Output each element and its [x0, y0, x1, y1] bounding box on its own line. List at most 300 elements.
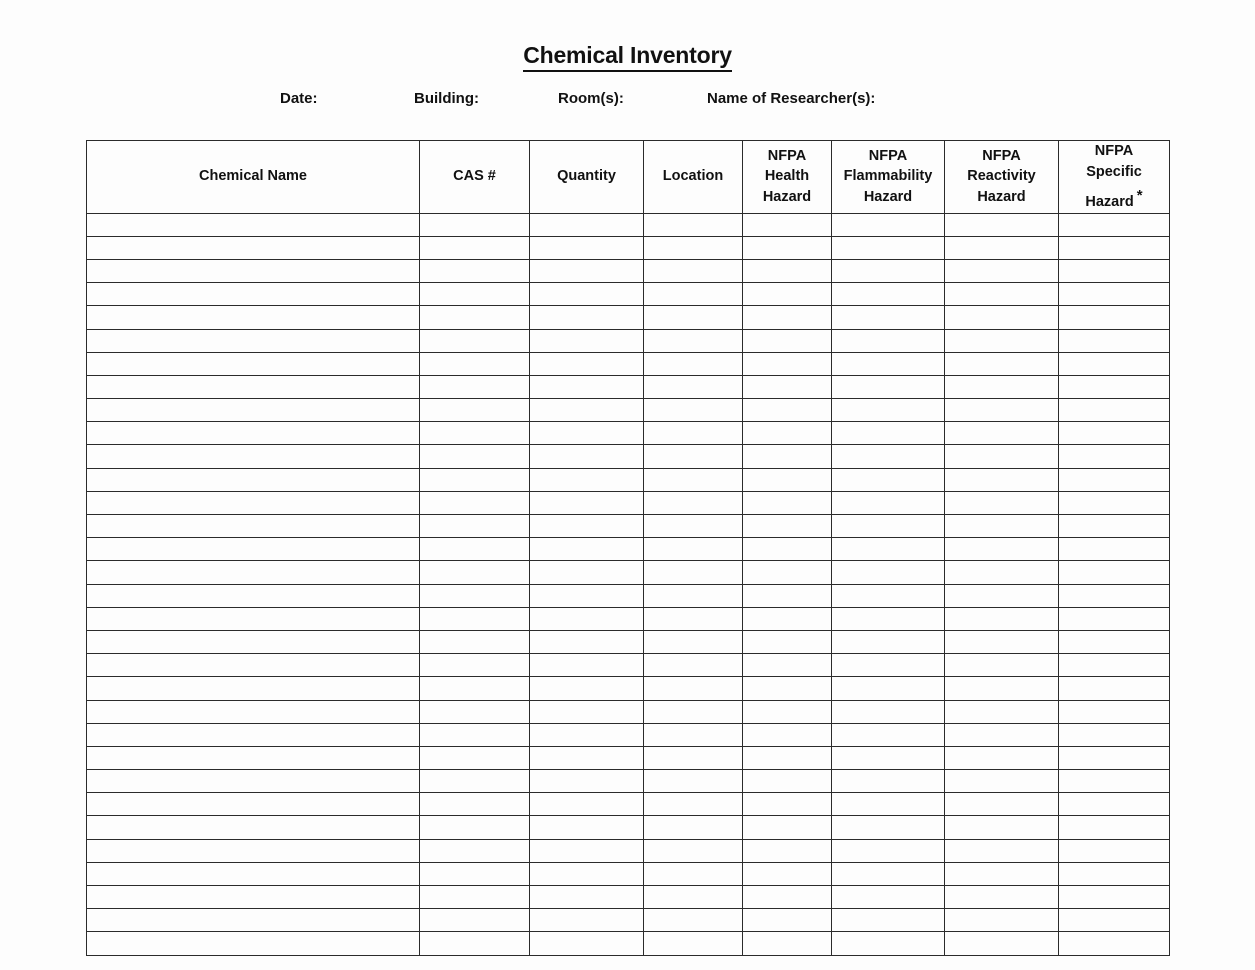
table-cell-location[interactable]	[644, 352, 743, 375]
table-cell-location[interactable]	[644, 700, 743, 723]
table-cell-nfpa-specific[interactable]	[1059, 283, 1170, 306]
table-cell-cas-number[interactable]	[420, 886, 530, 909]
table-cell-cas-number[interactable]	[420, 723, 530, 746]
table-cell-quantity[interactable]	[530, 607, 644, 630]
table-cell-chemical-name[interactable]	[87, 352, 420, 375]
table-cell-nfpa-reactivity[interactable]	[945, 259, 1059, 282]
table-cell-nfpa-reactivity[interactable]	[945, 306, 1059, 329]
table-cell-nfpa-flammability[interactable]	[832, 236, 945, 259]
table-cell-nfpa-flammability[interactable]	[832, 329, 945, 352]
table-cell-quantity[interactable]	[530, 793, 644, 816]
table-cell-nfpa-health[interactable]	[743, 399, 832, 422]
table-cell-nfpa-flammability[interactable]	[832, 654, 945, 677]
table-cell-nfpa-flammability[interactable]	[832, 700, 945, 723]
table-row[interactable]	[87, 839, 1170, 862]
table-cell-cas-number[interactable]	[420, 862, 530, 885]
table-cell-nfpa-health[interactable]	[743, 422, 832, 445]
table-cell-nfpa-reactivity[interactable]	[945, 630, 1059, 653]
table-cell-nfpa-health[interactable]	[743, 538, 832, 561]
table-cell-cas-number[interactable]	[420, 909, 530, 932]
table-cell-chemical-name[interactable]	[87, 700, 420, 723]
table-cell-chemical-name[interactable]	[87, 538, 420, 561]
table-cell-nfpa-specific[interactable]	[1059, 654, 1170, 677]
table-cell-nfpa-flammability[interactable]	[832, 399, 945, 422]
table-cell-nfpa-specific[interactable]	[1059, 468, 1170, 491]
table-cell-nfpa-flammability[interactable]	[832, 491, 945, 514]
table-cell-nfpa-reactivity[interactable]	[945, 607, 1059, 630]
table-cell-nfpa-flammability[interactable]	[832, 515, 945, 538]
table-row[interactable]	[87, 700, 1170, 723]
table-cell-nfpa-reactivity[interactable]	[945, 677, 1059, 700]
table-row[interactable]	[87, 236, 1170, 259]
table-cell-cas-number[interactable]	[420, 816, 530, 839]
table-cell-nfpa-flammability[interactable]	[832, 677, 945, 700]
table-cell-nfpa-reactivity[interactable]	[945, 561, 1059, 584]
table-cell-quantity[interactable]	[530, 909, 644, 932]
table-cell-nfpa-health[interactable]	[743, 515, 832, 538]
table-cell-nfpa-specific[interactable]	[1059, 445, 1170, 468]
table-cell-nfpa-specific[interactable]	[1059, 746, 1170, 769]
table-cell-nfpa-flammability[interactable]	[832, 445, 945, 468]
table-cell-quantity[interactable]	[530, 700, 644, 723]
table-cell-nfpa-health[interactable]	[743, 677, 832, 700]
table-cell-chemical-name[interactable]	[87, 723, 420, 746]
table-cell-cas-number[interactable]	[420, 607, 530, 630]
table-cell-nfpa-specific[interactable]	[1059, 375, 1170, 398]
table-cell-chemical-name[interactable]	[87, 746, 420, 769]
table-row[interactable]	[87, 375, 1170, 398]
table-cell-cas-number[interactable]	[420, 468, 530, 491]
table-cell-cas-number[interactable]	[420, 630, 530, 653]
table-cell-cas-number[interactable]	[420, 491, 530, 514]
table-cell-nfpa-flammability[interactable]	[832, 283, 945, 306]
table-cell-nfpa-flammability[interactable]	[832, 770, 945, 793]
date-label: Date:	[280, 90, 318, 107]
page-title	[0, 42, 1255, 69]
table-cell-quantity[interactable]	[530, 932, 644, 955]
table-cell-nfpa-reactivity[interactable]	[945, 445, 1059, 468]
table-cell-cas-number[interactable]	[420, 561, 530, 584]
table-cell-cas-number[interactable]	[420, 770, 530, 793]
table-row[interactable]	[87, 538, 1170, 561]
table-row[interactable]	[87, 259, 1170, 282]
table-cell-nfpa-specific[interactable]	[1059, 909, 1170, 932]
table-cell-nfpa-health[interactable]	[743, 236, 832, 259]
table-cell-nfpa-health[interactable]	[743, 561, 832, 584]
table-row[interactable]	[87, 932, 1170, 955]
table-cell-nfpa-health[interactable]	[743, 445, 832, 468]
table-cell-location[interactable]	[644, 746, 743, 769]
table-cell-nfpa-health[interactable]	[743, 607, 832, 630]
table-cell-chemical-name[interactable]	[87, 630, 420, 653]
table-cell-location[interactable]	[644, 375, 743, 398]
table-cell-nfpa-specific[interactable]	[1059, 723, 1170, 746]
table-cell-cas-number[interactable]	[420, 375, 530, 398]
table-cell-location[interactable]	[644, 909, 743, 932]
table-cell-nfpa-reactivity[interactable]	[945, 700, 1059, 723]
table-cell-chemical-name[interactable]	[87, 468, 420, 491]
table-cell-quantity[interactable]	[530, 259, 644, 282]
table-cell-quantity[interactable]	[530, 213, 644, 236]
table-cell-chemical-name[interactable]	[87, 770, 420, 793]
table-cell-nfpa-flammability[interactable]	[832, 723, 945, 746]
table-cell-nfpa-health[interactable]	[743, 862, 832, 885]
table-cell-chemical-name[interactable]	[87, 515, 420, 538]
table-cell-nfpa-reactivity[interactable]	[945, 422, 1059, 445]
table-cell-cas-number[interactable]	[420, 839, 530, 862]
table-cell-quantity[interactable]	[530, 306, 644, 329]
table-cell-nfpa-flammability[interactable]	[832, 584, 945, 607]
table-cell-quantity[interactable]	[530, 283, 644, 306]
table-cell-nfpa-specific[interactable]	[1059, 236, 1170, 259]
table-cell-nfpa-specific[interactable]	[1059, 213, 1170, 236]
table-cell-nfpa-specific[interactable]	[1059, 491, 1170, 514]
table-row[interactable]	[87, 862, 1170, 885]
table-row[interactable]	[87, 306, 1170, 329]
table-cell-quantity[interactable]	[530, 422, 644, 445]
table-cell-nfpa-health[interactable]	[743, 213, 832, 236]
table-cell-nfpa-specific[interactable]	[1059, 306, 1170, 329]
inventory-table-wrapper	[86, 140, 1169, 956]
table-cell-nfpa-specific[interactable]	[1059, 862, 1170, 885]
table-cell-nfpa-reactivity[interactable]	[945, 793, 1059, 816]
table-cell-cas-number[interactable]	[420, 793, 530, 816]
table-cell-nfpa-health[interactable]	[743, 932, 832, 955]
table-cell-quantity[interactable]	[530, 236, 644, 259]
table-cell-nfpa-health[interactable]	[743, 886, 832, 909]
table-cell-cas-number[interactable]	[420, 515, 530, 538]
table-cell-location[interactable]	[644, 677, 743, 700]
table-cell-nfpa-reactivity[interactable]	[945, 932, 1059, 955]
table-cell-location[interactable]	[644, 886, 743, 909]
table-cell-nfpa-specific[interactable]	[1059, 399, 1170, 422]
table-cell-location[interactable]	[644, 862, 743, 885]
table-cell-quantity[interactable]	[530, 839, 644, 862]
table-row[interactable]	[87, 723, 1170, 746]
table-row[interactable]	[87, 746, 1170, 769]
table-cell-chemical-name[interactable]	[87, 306, 420, 329]
table-cell-nfpa-specific[interactable]	[1059, 839, 1170, 862]
table-cell-nfpa-specific[interactable]	[1059, 630, 1170, 653]
table-row[interactable]	[87, 515, 1170, 538]
table-cell-nfpa-reactivity[interactable]	[945, 213, 1059, 236]
table-cell-location[interactable]	[644, 515, 743, 538]
table-cell-nfpa-flammability[interactable]	[832, 746, 945, 769]
column-header-quantity	[530, 141, 644, 214]
table-cell-location[interactable]	[644, 491, 743, 514]
table-cell-chemical-name[interactable]	[87, 375, 420, 398]
table-cell-chemical-name[interactable]	[87, 909, 420, 932]
table-cell-quantity[interactable]	[530, 584, 644, 607]
table-cell-chemical-name[interactable]	[87, 236, 420, 259]
table-cell-quantity[interactable]	[530, 630, 644, 653]
table-row[interactable]	[87, 654, 1170, 677]
table-cell-quantity[interactable]	[530, 770, 644, 793]
table-cell-nfpa-flammability[interactable]	[832, 607, 945, 630]
table-row[interactable]	[87, 816, 1170, 839]
table-cell-nfpa-health[interactable]	[743, 283, 832, 306]
table-cell-cas-number[interactable]	[420, 236, 530, 259]
table-cell-cas-number[interactable]	[420, 700, 530, 723]
table-cell-chemical-name[interactable]	[87, 283, 420, 306]
table-cell-quantity[interactable]	[530, 445, 644, 468]
table-cell-cas-number[interactable]	[420, 677, 530, 700]
table-cell-quantity[interactable]	[530, 491, 644, 514]
table-cell-nfpa-reactivity[interactable]	[945, 515, 1059, 538]
table-cell-nfpa-specific[interactable]	[1059, 352, 1170, 375]
table-cell-quantity[interactable]	[530, 538, 644, 561]
table-cell-nfpa-health[interactable]	[743, 839, 832, 862]
table-cell-nfpa-health[interactable]	[743, 491, 832, 514]
table-cell-nfpa-health[interactable]	[743, 746, 832, 769]
table-cell-chemical-name[interactable]	[87, 491, 420, 514]
table-cell-nfpa-reactivity[interactable]	[945, 538, 1059, 561]
table-cell-nfpa-flammability[interactable]	[832, 630, 945, 653]
table-cell-nfpa-health[interactable]	[743, 259, 832, 282]
table-cell-nfpa-reactivity[interactable]	[945, 839, 1059, 862]
table-row[interactable]	[87, 468, 1170, 491]
table-cell-location[interactable]	[644, 236, 743, 259]
table-cell-chemical-name[interactable]	[87, 793, 420, 816]
table-cell-chemical-name[interactable]	[87, 259, 420, 282]
table-cell-chemical-name[interactable]	[87, 932, 420, 955]
table-cell-nfpa-reactivity[interactable]	[945, 468, 1059, 491]
table-cell-nfpa-specific[interactable]	[1059, 422, 1170, 445]
table-cell-chemical-name[interactable]	[87, 445, 420, 468]
table-cell-nfpa-flammability[interactable]	[832, 932, 945, 955]
table-cell-location[interactable]	[644, 654, 743, 677]
table-cell-quantity[interactable]	[530, 561, 644, 584]
table-cell-nfpa-health[interactable]	[743, 770, 832, 793]
table-cell-nfpa-reactivity[interactable]	[945, 862, 1059, 885]
table-cell-nfpa-specific[interactable]	[1059, 932, 1170, 955]
table-cell-nfpa-flammability[interactable]	[832, 816, 945, 839]
table-cell-nfpa-reactivity[interactable]	[945, 399, 1059, 422]
table-cell-location[interactable]	[644, 213, 743, 236]
table-cell-nfpa-health[interactable]	[743, 584, 832, 607]
table-cell-nfpa-health[interactable]	[743, 723, 832, 746]
table-cell-quantity[interactable]	[530, 375, 644, 398]
table-cell-cas-number[interactable]	[420, 259, 530, 282]
table-cell-nfpa-health[interactable]	[743, 352, 832, 375]
table-cell-quantity[interactable]	[530, 816, 644, 839]
table-row[interactable]	[87, 399, 1170, 422]
table-cell-nfpa-health[interactable]	[743, 793, 832, 816]
table-cell-cas-number[interactable]	[420, 399, 530, 422]
table-cell-nfpa-health[interactable]	[743, 329, 832, 352]
table-cell-nfpa-reactivity[interactable]	[945, 770, 1059, 793]
table-cell-quantity[interactable]	[530, 329, 644, 352]
table-cell-nfpa-health[interactable]	[743, 700, 832, 723]
table-row[interactable]	[87, 584, 1170, 607]
table-cell-nfpa-specific[interactable]	[1059, 584, 1170, 607]
table-cell-nfpa-flammability[interactable]	[832, 886, 945, 909]
table-cell-cas-number[interactable]	[420, 746, 530, 769]
table-cell-location[interactable]	[644, 306, 743, 329]
table-cell-nfpa-reactivity[interactable]	[945, 236, 1059, 259]
table-row[interactable]	[87, 329, 1170, 352]
table-cell-chemical-name[interactable]	[87, 654, 420, 677]
table-cell-location[interactable]	[644, 793, 743, 816]
table-cell-location[interactable]	[644, 561, 743, 584]
table-cell-chemical-name[interactable]	[87, 862, 420, 885]
table-cell-cas-number[interactable]	[420, 538, 530, 561]
table-cell-nfpa-specific[interactable]	[1059, 700, 1170, 723]
table-cell-nfpa-flammability[interactable]	[832, 306, 945, 329]
table-cell-nfpa-reactivity[interactable]	[945, 584, 1059, 607]
table-row[interactable]	[87, 886, 1170, 909]
table-cell-nfpa-health[interactable]	[743, 630, 832, 653]
table-cell-quantity[interactable]	[530, 677, 644, 700]
table-cell-location[interactable]	[644, 468, 743, 491]
table-cell-cas-number[interactable]	[420, 445, 530, 468]
table-row[interactable]	[87, 677, 1170, 700]
table-cell-chemical-name[interactable]	[87, 816, 420, 839]
table-cell-nfpa-reactivity[interactable]	[945, 283, 1059, 306]
table-cell-quantity[interactable]	[530, 468, 644, 491]
table-row[interactable]	[87, 445, 1170, 468]
table-row[interactable]	[87, 607, 1170, 630]
table-cell-nfpa-specific[interactable]	[1059, 538, 1170, 561]
table-cell-nfpa-specific[interactable]	[1059, 329, 1170, 352]
table-header	[87, 141, 1170, 214]
table-cell-nfpa-specific[interactable]	[1059, 677, 1170, 700]
table-cell-nfpa-specific[interactable]	[1059, 793, 1170, 816]
table-cell-cas-number[interactable]	[420, 422, 530, 445]
table-cell-location[interactable]	[644, 538, 743, 561]
header-text-line-1: NFPA	[767, 147, 807, 164]
table-cell-nfpa-health[interactable]	[743, 909, 832, 932]
table-cell-chemical-name[interactable]	[87, 561, 420, 584]
table-cell-chemical-name[interactable]	[87, 422, 420, 445]
table-cell-nfpa-flammability[interactable]	[832, 468, 945, 491]
table-row[interactable]	[87, 630, 1170, 653]
table-cell-nfpa-reactivity[interactable]	[945, 886, 1059, 909]
table-cell-location[interactable]	[644, 723, 743, 746]
table-cell-location[interactable]	[644, 283, 743, 306]
table-row[interactable]	[87, 561, 1170, 584]
table-cell-location[interactable]	[644, 584, 743, 607]
table-cell-cas-number[interactable]	[420, 306, 530, 329]
table-cell-nfpa-flammability[interactable]	[832, 862, 945, 885]
table-cell-nfpa-flammability[interactable]	[832, 422, 945, 445]
table-cell-nfpa-specific[interactable]	[1059, 259, 1170, 282]
table-cell-nfpa-specific[interactable]	[1059, 886, 1170, 909]
table-cell-cas-number[interactable]	[420, 932, 530, 955]
table-row[interactable]	[87, 213, 1170, 236]
table-cell-quantity[interactable]	[530, 654, 644, 677]
table-cell-nfpa-reactivity[interactable]	[945, 909, 1059, 932]
table-row[interactable]	[87, 909, 1170, 932]
table-cell-nfpa-flammability[interactable]	[832, 538, 945, 561]
table-cell-cas-number[interactable]	[420, 283, 530, 306]
table-cell-nfpa-flammability[interactable]	[832, 259, 945, 282]
table-cell-location[interactable]	[644, 607, 743, 630]
table-cell-nfpa-health[interactable]	[743, 306, 832, 329]
table-cell-chemical-name[interactable]	[87, 607, 420, 630]
table-cell-quantity[interactable]	[530, 352, 644, 375]
table-cell-location[interactable]	[644, 329, 743, 352]
table-cell-nfpa-reactivity[interactable]	[945, 352, 1059, 375]
building-label: Building:	[414, 90, 479, 107]
table-cell-chemical-name[interactable]	[87, 886, 420, 909]
table-cell-nfpa-flammability[interactable]	[832, 839, 945, 862]
table-row[interactable]	[87, 793, 1170, 816]
table-cell-nfpa-specific[interactable]	[1059, 816, 1170, 839]
table-cell-nfpa-specific[interactable]	[1059, 770, 1170, 793]
header-text-line-1: NFPA	[868, 147, 908, 164]
table-cell-nfpa-specific[interactable]	[1059, 607, 1170, 630]
table-cell-location[interactable]	[644, 630, 743, 653]
table-cell-location[interactable]	[644, 932, 743, 955]
table-cell-cas-number[interactable]	[420, 329, 530, 352]
table-cell-quantity[interactable]	[530, 515, 644, 538]
table-cell-cas-number[interactable]	[420, 352, 530, 375]
table-cell-nfpa-flammability[interactable]	[832, 909, 945, 932]
table-cell-nfpa-reactivity[interactable]	[945, 329, 1059, 352]
table-cell-location[interactable]	[644, 839, 743, 862]
column-header-nfpa-specific-hazard	[1059, 141, 1170, 214]
table-cell-nfpa-health[interactable]	[743, 468, 832, 491]
table-cell-cas-number[interactable]	[420, 584, 530, 607]
table-cell-cas-number[interactable]	[420, 654, 530, 677]
table-cell-nfpa-reactivity[interactable]	[945, 654, 1059, 677]
table-cell-nfpa-reactivity[interactable]	[945, 375, 1059, 398]
table-cell-quantity[interactable]	[530, 723, 644, 746]
table-cell-nfpa-flammability[interactable]	[832, 213, 945, 236]
table-row[interactable]	[87, 422, 1170, 445]
table-cell-nfpa-health[interactable]	[743, 654, 832, 677]
table-cell-nfpa-flammability[interactable]	[832, 352, 945, 375]
table-cell-nfpa-health[interactable]	[743, 375, 832, 398]
table-cell-quantity[interactable]	[530, 746, 644, 769]
table-cell-nfpa-reactivity[interactable]	[945, 746, 1059, 769]
table-cell-location[interactable]	[644, 445, 743, 468]
table-cell-location[interactable]	[644, 770, 743, 793]
header-text-line-3: Hazard	[762, 189, 812, 206]
table-row[interactable]	[87, 352, 1170, 375]
header-text-line-1: NFPA	[982, 147, 1021, 164]
table-cell-nfpa-specific[interactable]	[1059, 515, 1170, 538]
table-cell-nfpa-health[interactable]	[743, 816, 832, 839]
table-cell-quantity[interactable]	[530, 862, 644, 885]
table-cell-location[interactable]	[644, 259, 743, 282]
table-cell-chemical-name[interactable]	[87, 839, 420, 862]
table-cell-nfpa-flammability[interactable]	[832, 561, 945, 584]
table-cell-nfpa-reactivity[interactable]	[945, 723, 1059, 746]
table-cell-location[interactable]	[644, 399, 743, 422]
table-cell-nfpa-reactivity[interactable]	[945, 816, 1059, 839]
table-cell-nfpa-reactivity[interactable]	[945, 491, 1059, 514]
table-cell-chemical-name[interactable]	[87, 329, 420, 352]
table-cell-quantity[interactable]	[530, 399, 644, 422]
table-cell-nfpa-flammability[interactable]	[832, 375, 945, 398]
table-cell-nfpa-flammability[interactable]	[832, 793, 945, 816]
table-cell-quantity[interactable]	[530, 886, 644, 909]
table-cell-chemical-name[interactable]	[87, 213, 420, 236]
table-cell-location[interactable]	[644, 816, 743, 839]
table-row[interactable]	[87, 491, 1170, 514]
table-cell-chemical-name[interactable]	[87, 584, 420, 607]
table-cell-chemical-name[interactable]	[87, 399, 420, 422]
table-header-row	[87, 141, 1170, 214]
table-cell-cas-number[interactable]	[420, 213, 530, 236]
table-cell-nfpa-specific[interactable]	[1059, 561, 1170, 584]
table-row[interactable]	[87, 283, 1170, 306]
table-cell-chemical-name[interactable]	[87, 677, 420, 700]
table-cell-location[interactable]	[644, 422, 743, 445]
table-row[interactable]	[87, 770, 1170, 793]
